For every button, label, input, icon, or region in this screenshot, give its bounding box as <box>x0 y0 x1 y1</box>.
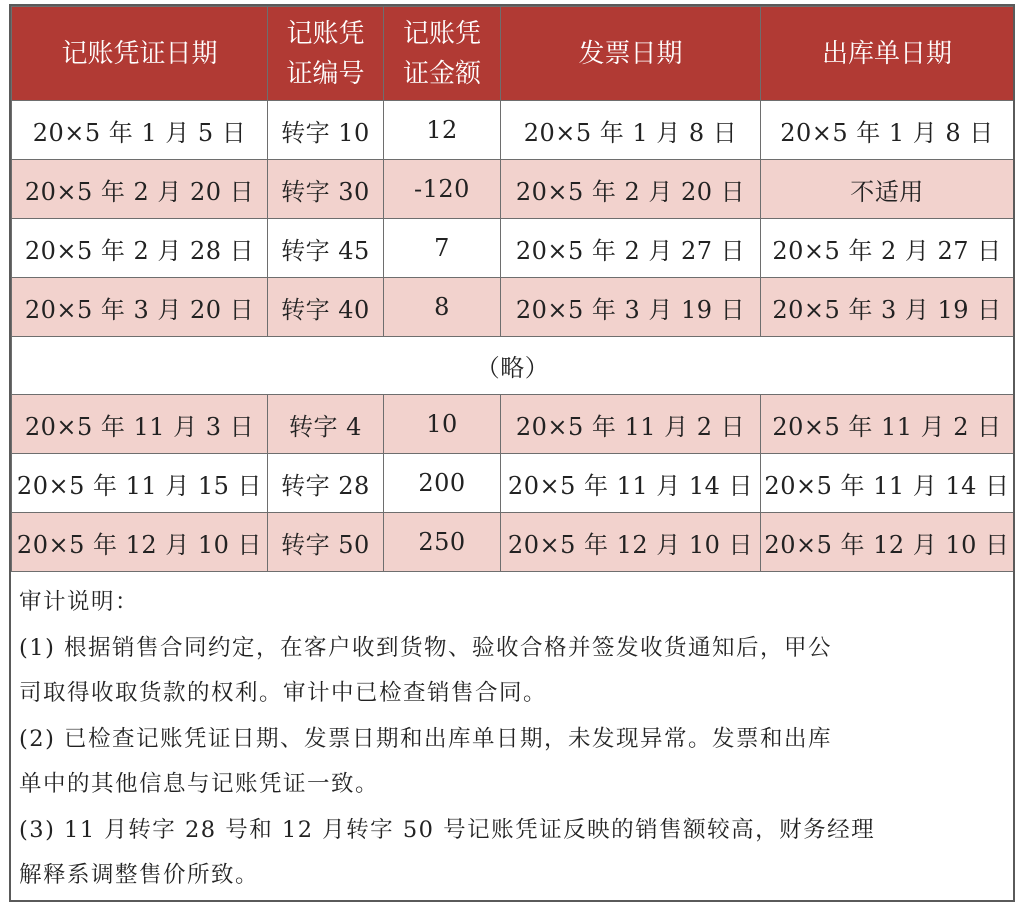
cell-voucher-amount: 10 <box>384 395 501 454</box>
header-outbound-date: 出库单日期 <box>761 7 1014 101</box>
cell-invoice-date: 20×5 年 12 月 10 日 <box>501 513 761 572</box>
table-row <box>12 278 1014 337</box>
cell-voucher-date: 20×5 年 11 月 15 日 <box>12 454 268 513</box>
omitted-label: （略） <box>12 337 1014 395</box>
table-row <box>12 395 1014 454</box>
cell-voucher-date: 20×5 年 2 月 28 日 <box>12 219 268 278</box>
audit-note-line: 解释系调整售价所致。 <box>19 862 260 888</box>
cell-voucher-number: 转字 40 <box>268 278 384 337</box>
cell-voucher-amount: 12 <box>384 101 501 160</box>
table-row <box>12 101 1014 160</box>
cell-voucher-date: 20×5 年 3 月 20 日 <box>12 278 268 337</box>
audit-note-line: 单中的其他信息与记账凭证一致。 <box>19 771 380 797</box>
header-voucher-number: 记账凭 证编号 <box>268 7 384 101</box>
sales-voucher-table <box>11 6 1014 572</box>
header-invoice-date: 发票日期 <box>501 7 761 101</box>
cell-outbound-date: 20×5 年 11 月 14 日 <box>761 454 1014 513</box>
audit-note-line: 司取得收取货款的权利。审计中已检查销售合同。 <box>19 680 548 706</box>
cell-outbound-date: 20×5 年 11 月 2 日 <box>761 395 1014 454</box>
cell-voucher-number: 转字 28 <box>268 454 384 513</box>
cell-voucher-number: 转字 30 <box>268 160 384 219</box>
cell-voucher-amount: 250 <box>384 513 501 572</box>
table-header-row <box>12 7 1014 101</box>
cell-voucher-date: 20×5 年 1 月 5 日 <box>12 101 268 160</box>
cell-voucher-date: 20×5 年 11 月 3 日 <box>12 395 268 454</box>
audit-document <box>9 4 1015 902</box>
cell-voucher-date: 20×5 年 2 月 20 日 <box>12 160 268 219</box>
audit-notes-title: 审计说明： <box>19 589 140 615</box>
table-row <box>12 160 1014 219</box>
audit-note-line: (2) 已检查记账凭证日期、发票日期和出库单日期，未发现异常。发票和出库 <box>19 725 833 752</box>
cell-outbound-date: 不适用 <box>761 160 1014 219</box>
cell-voucher-amount: 7 <box>384 219 501 278</box>
cell-outbound-date: 20×5 年 1 月 8 日 <box>761 101 1014 160</box>
table-row <box>12 513 1014 572</box>
cell-voucher-number: 转字 45 <box>268 219 384 278</box>
table-row <box>12 454 1014 513</box>
header-voucher-date: 记账凭证日期 <box>12 7 268 101</box>
cell-outbound-date: 20×5 年 12 月 10 日 <box>761 513 1014 572</box>
cell-voucher-number: 转字 50 <box>268 513 384 572</box>
cell-voucher-number: 转字 10 <box>268 101 384 160</box>
cell-invoice-date: 20×5 年 11 月 2 日 <box>501 395 761 454</box>
cell-invoice-date: 20×5 年 2 月 20 日 <box>501 160 761 219</box>
cell-invoice-date: 20×5 年 2 月 27 日 <box>501 219 761 278</box>
cell-outbound-date: 20×5 年 3 月 19 日 <box>761 278 1014 337</box>
cell-invoice-date: 20×5 年 1 月 8 日 <box>501 101 761 160</box>
cell-invoice-date: 20×5 年 11 月 14 日 <box>501 454 761 513</box>
audit-notes <box>11 572 1013 899</box>
header-voucher-amount: 记账凭 证金额 <box>384 7 501 101</box>
cell-voucher-amount: 8 <box>384 278 501 337</box>
cell-voucher-amount: 200 <box>384 454 501 513</box>
omitted-row <box>12 337 1014 395</box>
cell-invoice-date: 20×5 年 3 月 19 日 <box>501 278 761 337</box>
cell-voucher-date: 20×5 年 12 月 10 日 <box>12 513 268 572</box>
cell-outbound-date: 20×5 年 2 月 27 日 <box>761 219 1014 278</box>
cell-voucher-amount: -120 <box>384 160 501 219</box>
audit-note-line: (3) 11 月转字 28 号和 12 月转字 50 号记账凭证反映的销售额较高，财务经理 <box>19 816 876 843</box>
audit-note-line: (1) 根据销售合同约定，在客户收到货物、验收合格并签发收货通知后，甲公 <box>19 634 833 661</box>
cell-voucher-number: 转字 4 <box>268 395 384 454</box>
table-row <box>12 219 1014 278</box>
